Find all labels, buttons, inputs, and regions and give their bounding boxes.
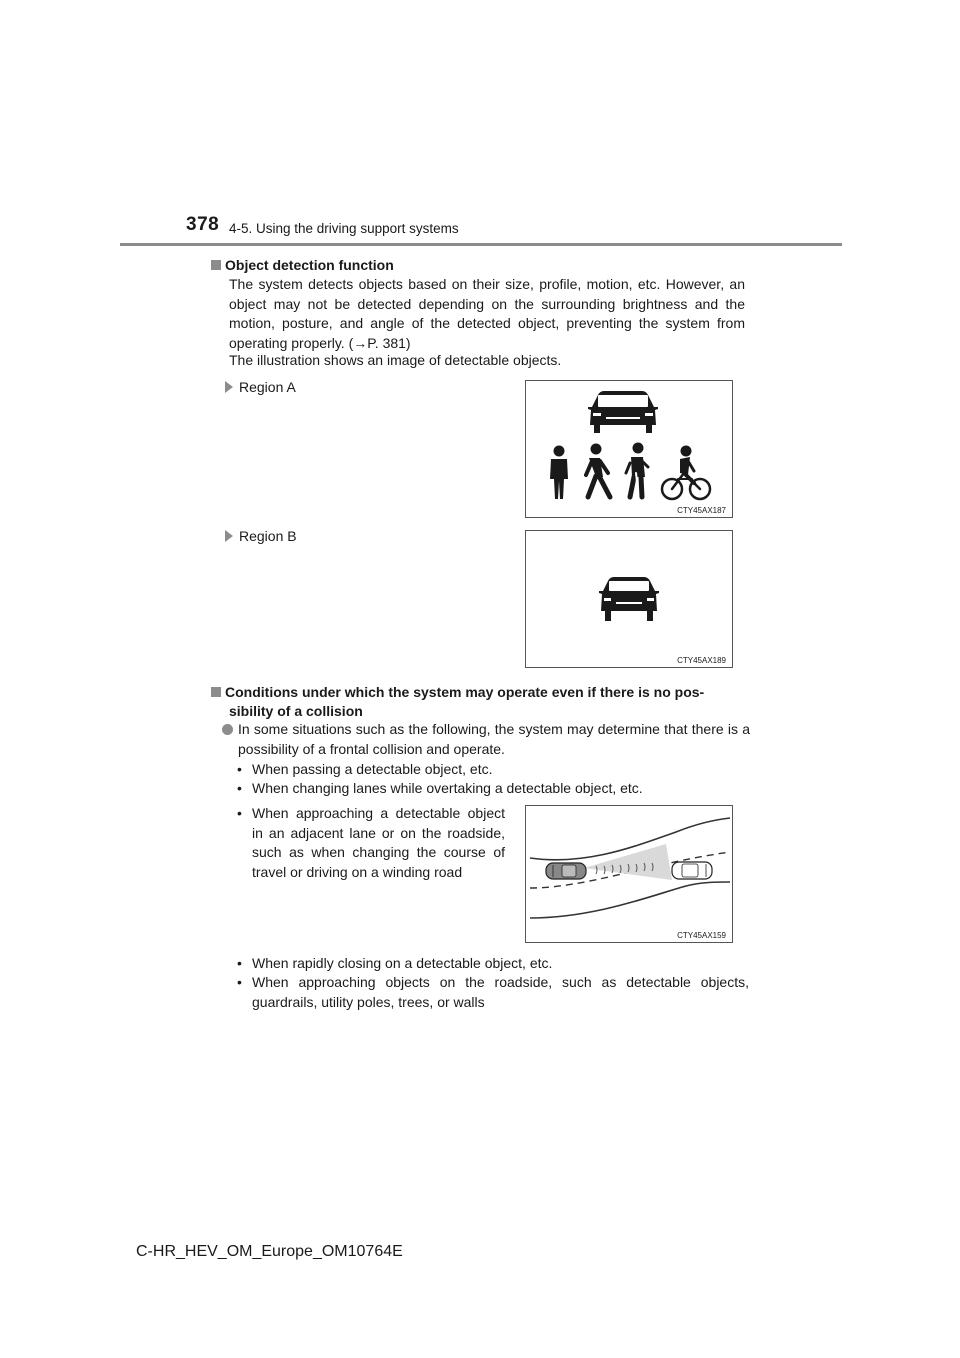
list-item-text: When approaching a detectable object in an adjacent lane or on the roadside, such as when changing the course of travel or driving on a winding road	[252, 805, 505, 880]
document-id: C-HR_HEV_OM_Europe_OM10764E	[136, 1243, 403, 1260]
car-icon	[588, 391, 658, 433]
region-a-figure	[525, 380, 733, 518]
region-a-label	[225, 378, 296, 398]
square-bullet-icon	[211, 687, 221, 697]
region-b-figure	[525, 530, 733, 668]
round-bullet-icon	[222, 724, 233, 735]
car-icon	[599, 577, 659, 621]
conditions-bullet-text: In some situations such as the following, the system may determine that there is a possibility of a frontal collision and operate.	[238, 721, 750, 757]
object-detection-heading-text: Object detection function	[225, 257, 394, 273]
region-a-label-text: Region A	[239, 379, 296, 395]
page-number: 378	[186, 214, 220, 235]
winding-road-figure-code: CTY45AX159	[677, 931, 726, 940]
triangle-bullet-icon	[225, 381, 233, 393]
list-item: • When approaching a detectable object in an adjacent lane or on the roadside, such as when changing the course of travel or driving on a winding road	[237, 804, 505, 882]
list-item: • When changing lanes while overtaking a detectable object, etc.	[237, 779, 749, 799]
region-b-label-text: Region B	[239, 528, 297, 544]
object-detection-heading	[211, 256, 751, 275]
region-a-illustration	[526, 381, 732, 517]
region-b-label	[225, 527, 297, 547]
triangle-bullet-icon	[225, 530, 233, 542]
header-divider	[120, 243, 842, 246]
list-item-text: When passing a detectable object, etc.	[252, 761, 493, 777]
list-item: • When rapidly closing on a detectable object, etc.	[237, 954, 749, 974]
list-item: • When passing a detectable object, etc.	[237, 760, 749, 780]
list-item-text: When changing lanes while overtaking a detectable object, etc.	[252, 780, 643, 796]
section-title: 4-5. Using the driving support systems	[229, 221, 459, 236]
road-edge-lower	[530, 882, 730, 918]
winding-road-illustration	[526, 806, 732, 942]
square-bullet-icon	[211, 260, 221, 270]
winding-road-figure	[525, 805, 733, 943]
list-item-text: When rapidly closing on a detectable object, etc.	[252, 955, 553, 971]
sensor-beam	[584, 844, 672, 880]
pedestrian-standing-icon	[550, 446, 568, 500]
region-b-figure-code: CTY45AX189	[677, 656, 726, 665]
conditions-heading	[211, 683, 751, 721]
pedestrian-walking-icon	[586, 444, 610, 498]
illustration-note: The illustration shows an image of detectable objects.	[229, 352, 562, 368]
region-b-illustration	[526, 531, 732, 667]
detected-vehicle-icon	[672, 862, 712, 879]
region-a-figure-code: CTY45AX187	[677, 506, 726, 515]
conditions-bullet	[222, 720, 750, 759]
conditions-heading-line1: Conditions under which the system may operate even if there is no pos-	[225, 684, 705, 700]
pedestrian-with-bicycle-icon	[626, 443, 648, 498]
object-detection-paragraph: The system detects objects based on their size, profile, motion, etc. However, an object may not be detected depending on the surrounding brightness and the motion, posture, and angle of the detected object, preventing the system from operating properly. (→P. 381)	[229, 276, 745, 351]
conditions-heading-line2: sibility of a collision	[229, 703, 363, 719]
own-vehicle-icon	[546, 863, 586, 879]
cyclist-icon	[662, 446, 710, 500]
list-item-text: When approaching objects on the roadside, such as detectable objects, guardrails, utility poles, trees, or walls	[252, 974, 749, 1010]
list-item: • When approaching objects on the roadside, such as detectable objects, guardrails, utility poles, trees, or walls	[237, 973, 749, 1012]
road-edge-upper	[530, 818, 730, 860]
